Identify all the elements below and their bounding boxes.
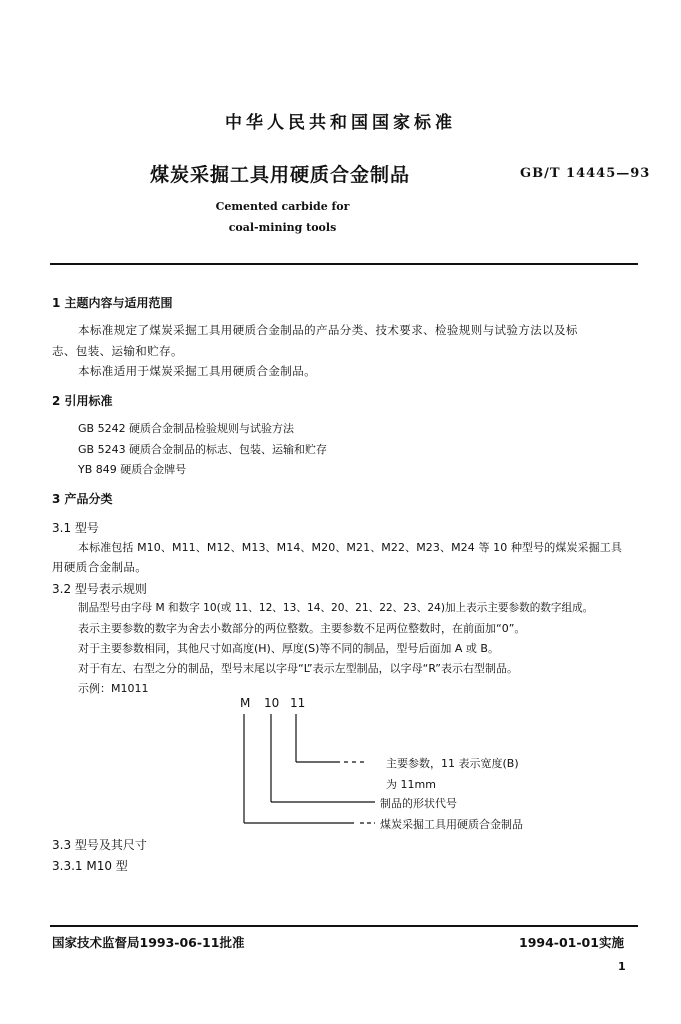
section3-1-line1: 本标准包括 M10、M11、M12、M13、M14、M20、M21、M22、M23、M24 等 10 种型号的煤炭采掘工具 <box>78 541 622 554</box>
code-part-10: 10 <box>264 696 280 710</box>
section2-heading: 2 引用标准 <box>52 394 113 408</box>
section1-para2: 本标准适用于煤炭采掘工具用硬质合金制品。 <box>78 364 316 378</box>
shape-code-label: 制品的形状代号 <box>380 797 457 810</box>
reference-item: GB 5243 硬质合金制品的标志、包装、运输和贮存 <box>78 443 328 456</box>
footer-rule <box>50 925 638 927</box>
national-standard-title: 中华人民共和国国家标准 <box>225 113 456 133</box>
header-rule <box>50 263 638 265</box>
english-title-line2: coal-mining tools <box>228 221 337 234</box>
section3-1-heading: 3.1 型号 <box>52 521 99 535</box>
issued-date: 国家技术监督局1993-06-11批准 <box>52 935 245 950</box>
effective-date: 1994-01-01实施 <box>519 935 624 950</box>
section3-3-heading: 3.3 型号及其尺寸 <box>52 838 147 852</box>
reference-item: YB 849 硬质合金牌号 <box>78 463 187 476</box>
param-label-line1: 主要参数，11 表示宽度(B) <box>386 757 519 770</box>
section3-3-1-heading: 3.3.1 M10 型 <box>52 859 128 873</box>
product-label: 煤炭采掘工具用硬质合金制品 <box>380 818 523 831</box>
section3-2-line: 制品型号由字母 M 和数字 10(或 11、12、13、14、20、21、22、23、24)加上表示主要参数的数字组成。 <box>78 602 594 614</box>
section3-2-line: 对于有左、右型之分的制品，型号末尾以字母“L”表示左型制品，以字母“R”表示右型制品。 <box>78 662 518 675</box>
document-title: 煤炭采掘工具用硬质合金制品 <box>150 164 411 186</box>
section3-2-line: 表示主要参数的数字为舍去小数部分的两位整数。主要参数不足两位整数时，在前面加“0”。 <box>78 622 526 635</box>
standard-number: GB/T 14445—93 <box>520 166 651 181</box>
reference-item: GB 5242 硬质合金制品检验规则与试验方法 <box>78 422 295 435</box>
code-part-11: 11 <box>290 696 306 710</box>
section3-2-line: 对于主要参数相同，其他尺寸如高度(H)、厚度(S)等不同的制品，型号后面加 A 或 B。 <box>78 642 499 655</box>
example-label: 示例：M1011 <box>78 682 149 695</box>
section1-para1-line1: 本标准规定了煤炭采掘工具用硬质合金制品的产品分类、技术要求、检验规则与试验方法以及标 <box>78 323 578 337</box>
section3-1-line2: 用硬质合金制品。 <box>52 560 148 574</box>
param-label-line2: 为 11mm <box>386 778 436 791</box>
section1-para1-line2: 志、包装、运输和贮存。 <box>52 344 183 358</box>
section1-heading: 1 主题内容与适用范围 <box>52 296 173 310</box>
model-code-diagram <box>230 690 590 835</box>
english-title-line1: Cemented carbide for <box>215 200 350 213</box>
section3-2-heading: 3.2 型号表示规则 <box>52 582 147 596</box>
page-number: 1 <box>618 960 626 973</box>
code-part-m: M <box>240 696 251 710</box>
section3-heading: 3 产品分类 <box>52 492 113 506</box>
